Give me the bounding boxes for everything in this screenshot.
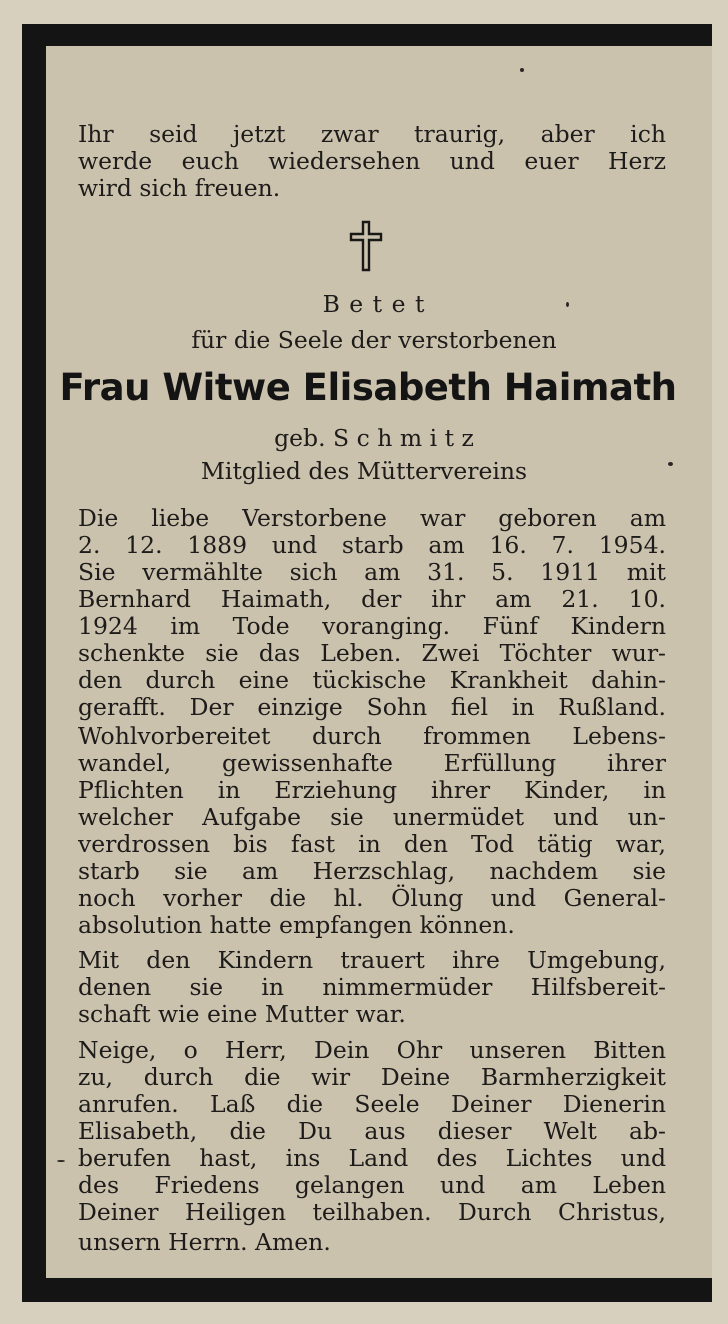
biography-line: Pflichten in Erziehung ihrer Kinder, in <box>78 776 666 804</box>
intro-verse-line-1: Ihr seid jetzt zwar traurig, aber ich <box>78 120 666 148</box>
biography-line: den durch eine tückische Krankheit dahin- <box>78 666 666 694</box>
biography-line: starb sie am Herzschlag, nachdem sie <box>78 857 666 885</box>
deceased-name: Frau Witwe Elisabeth Haimath <box>59 366 677 409</box>
intro-verse-line-2: werde euch wiedersehen und euer Herz <box>78 147 666 175</box>
membership-line: Mitglied des Müttervereins <box>200 457 528 485</box>
prayer-line: Neige, o Herr, Dein Ohr unseren Bitten <box>78 1036 666 1064</box>
mourning-line: Mit den Kindern trauert ihre Umgebung, <box>78 946 666 974</box>
biography-line: verdrossen bis fast in den Tod tätig war, <box>78 830 666 858</box>
biography-line: Die liebe Verstorbene war geboren am <box>78 504 666 532</box>
intro-verse-line-3: wird sich freuen. <box>78 174 281 202</box>
biography-line: welcher Aufgabe sie unermüdet und un- <box>78 803 666 831</box>
print-speck <box>520 68 524 72</box>
prayer-line: zu, durch die wir Deine Barmherzigkeit <box>78 1063 666 1091</box>
prayer-line: des Friedens gelangen und am Leben <box>78 1171 666 1199</box>
mourning-line: denen sie in nimmermüder Hilfsbereit- <box>78 973 666 1001</box>
biography-line: Wohlvorbereitet durch frommen Lebens- <box>78 722 666 750</box>
biography-line: schenkte sie das Leben. Zwei Töchter wur- <box>78 639 666 667</box>
prayer-line: berufen hast, ins Land des Lichtes und <box>78 1144 666 1172</box>
biography-line: wandel, gewissenhafte Erfüllung ihrer <box>78 749 666 777</box>
latin-cross-icon <box>348 220 384 272</box>
prayer-line: unsern Herrn. Amen. <box>78 1228 331 1256</box>
biography-line: 1924 im Tode voranging. Fünf Kindern <box>78 612 666 640</box>
prayer-line: Deiner Heiligen teilhaben. Durch Christus, <box>78 1198 666 1226</box>
biography-line: Sie vermählte sich am 31. 5. 1911 mit <box>78 558 666 586</box>
print-speck <box>57 1160 65 1162</box>
betet-heading: B e t e t <box>322 290 426 318</box>
prayer-line: anrufen. Laß die Seele Deiner Dienerin <box>78 1090 666 1118</box>
mourning-line: schaft wie eine Mutter war. <box>78 1000 406 1028</box>
biography-line: Bernhard Haimath, der ihr am 21. 10. <box>78 585 666 613</box>
biography-line: gerafft. Der einzige Sohn fiel in Rußland. <box>78 693 666 721</box>
maiden-name: geb. S c h m i t z <box>274 424 474 452</box>
print-speck <box>566 302 569 307</box>
print-speck <box>668 462 673 466</box>
biography-line: 2. 12. 1889 und starb am 16. 7. 1954. <box>78 531 666 559</box>
biography-line: absolution hatte empfangen können. <box>78 911 515 939</box>
prayer-line: Elisabeth, die Du aus dieser Welt ab- <box>78 1117 666 1145</box>
soul-line: für die Seele der verstorbenen <box>191 326 557 354</box>
biography-line: noch vorher die hl. Ölung und General- <box>78 884 666 912</box>
